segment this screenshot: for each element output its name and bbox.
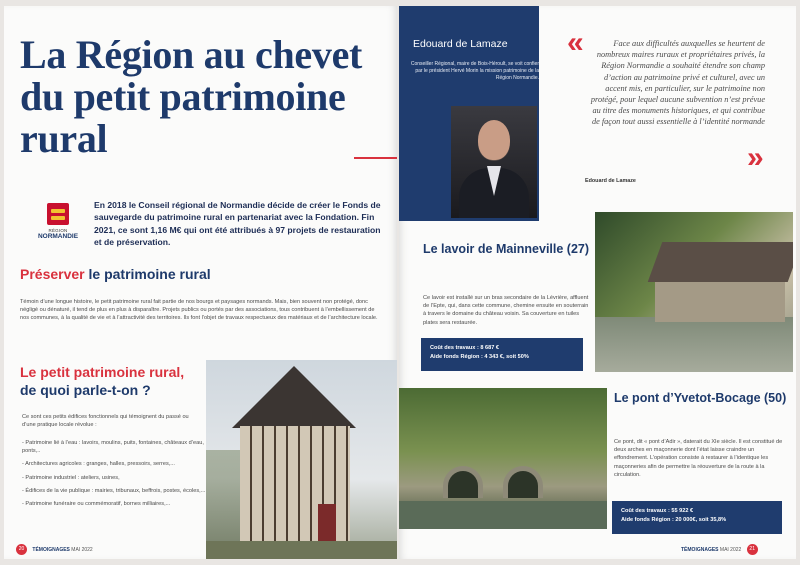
preserve-heading-accent: Préserver — [20, 266, 85, 282]
issue-date: MAI 2022 — [719, 546, 742, 553]
lions-shield-icon — [47, 203, 69, 225]
issue-date: MAI 2022 — [71, 546, 93, 553]
region-normandie-logo — [36, 203, 80, 240]
list-intro: Ce sont ces petits édifices fonctionnels qui témoignent du passé ou d’une pratique locale révolue : — [22, 414, 189, 429]
pont-heading: Le pont d’Yvetot-Bocage (50) — [614, 391, 787, 405]
pont-cost: Coût des travaux : 55 922 € — [621, 508, 694, 514]
quote-text: Face aux difficultés auxquelles se heurtent de nombreux maires ruraux et propriétaires privés, la Région Normandie a souhaité étendre son champ d’action au patrimoine privé et culturel, avec un accent mis, en particulier, sur le patrimoine non protégé, pour lequel aucune subvention n’est prévue au titre des monuments historiques, et qui contribue de façon tout aussi essentielle à l’identité normande — [590, 39, 765, 127]
right-page — [399, 6, 796, 559]
pont-aid: Aide fonds Région : 20 000€, soit 35,8% — [621, 516, 727, 523]
list-item: - Patrimoine industriel : ateliers, usines, — [22, 474, 120, 481]
page-number: 21 — [747, 544, 758, 555]
lavoir-cost: Coût des travaux : 8 687 € — [430, 345, 500, 351]
quote-close-icon: » — [747, 141, 760, 174]
lavoir-heading: Le lavoir de Mainneville (27) — [423, 242, 590, 256]
petit-heading-line-2: de quoi parle-t-on ? — [20, 382, 151, 398]
footer-left — [16, 544, 93, 555]
magazine-name: TÉMOIGNAGES — [32, 546, 70, 553]
magazine-name: TÉMOIGNAGES — [681, 546, 719, 553]
title-divider — [354, 157, 397, 159]
page-title: La Région au chevet du petit patrimoine rural — [20, 32, 363, 161]
logo-line-1: RÉGION — [48, 228, 68, 233]
list-item: - Édifices de la vie publique : mairies, tribunaux, beffrois, postes, écoles,... — [22, 487, 206, 494]
pont-text: Ce pont, dit « pont d’Adir », daterait du XIe siècle. Il est constitué de deux arches en maçonnerie dont l’état laisse craindre un effondrement. L’opération consiste à restaurer à l’identique les maçonneries afin de permettre la réouverture de la route à la circulation. — [614, 439, 783, 478]
portrait-panel — [399, 6, 539, 221]
lavoir-aid: Aide fonds Région : 4 343 €, soit 50% — [430, 353, 529, 360]
portrait-name: Edouard de Lamaze — [413, 38, 508, 50]
quote-signature: Edouard de Lamaze — [585, 178, 636, 184]
intro-paragraph: En 2018 le Conseil régional de Normandie décide de créer le Fonds de sauvegarde du patrimoine rural en partenariat avec la Fondation. Fin 2021, ce sont 1,16 M€ qui ont été attribués à 97 projets de restauration et de préservation. — [94, 200, 381, 248]
footer-right — [681, 544, 758, 555]
petit-heading-line-1: Le petit patrimoine rural, — [20, 364, 185, 380]
lavoir-text: Ce lavoir est installé sur un bras secondaire de la Lévrière, affluent de l’Epte, qui, dans cette commune, chemine ensuite en souterrain à travers le domaine du château voisin. Sa couverture en tuiles plates sera restaurée. — [423, 295, 589, 326]
pont-cost-box — [612, 501, 782, 534]
portrait-role: Conseiller Régional, maire de Bois-Héroult, se voit confier par le président Hervé Morin la mission patrimoine de la Région Normandie. — [410, 61, 539, 81]
lavoir-cost-box — [421, 338, 583, 371]
pont-photo — [399, 388, 607, 529]
timber-tower-photo — [206, 360, 397, 559]
petit-patrimoine-heading — [20, 363, 210, 399]
patrimoine-list — [22, 439, 207, 513]
list-item: - Patrimoine lié à l’eau : lavoirs, moulins, puits, fontaines, châteaux d’eau, ponts,.. — [22, 440, 204, 455]
list-item: - Patrimoine funéraire ou commémoratif, bornes milliaires,... — [22, 501, 171, 508]
list-item: - Architectures agricoles : granges, halles, pressoirs, serres,... — [22, 461, 175, 468]
preserve-body: Témoin d’une longue histoire, le petit patrimoine rural fait partie de nos bourgs et paysages normands. Mais, bien souvent non protégé, donc négligé ou dénaturé, il tend de plus en plus à disparaître. Projets publics ou portés par des associations, tous contribuent à l’embellissement de nos communes, à la qualité de vie et à l’attractivité des territoires. Ils font l’objet de travaux respectueux des matériaux et de l’architecture locale. — [20, 299, 378, 322]
quote-open-icon: « — [567, 26, 580, 59]
logo-line-2: NORMANDIE — [37, 233, 79, 240]
lavoir-photo — [595, 212, 793, 372]
portrait-photo — [451, 106, 537, 218]
preserve-heading-rest: le patrimoine rural — [84, 266, 211, 282]
left-page — [4, 6, 397, 559]
page-number: 20 — [16, 544, 27, 555]
preserve-heading — [20, 266, 211, 282]
